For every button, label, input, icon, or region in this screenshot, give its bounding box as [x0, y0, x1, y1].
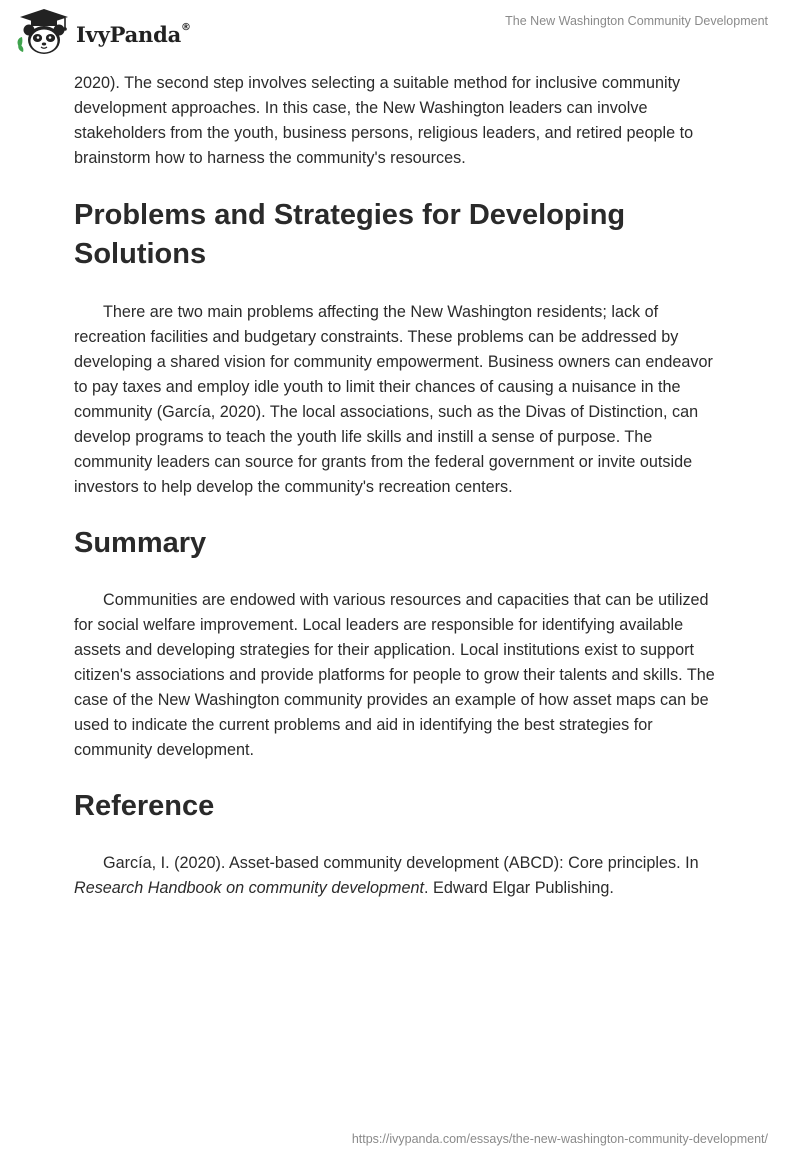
document-title: The New Washington Community Development	[505, 14, 768, 28]
citation-title: Research Handbook on community development	[74, 879, 425, 897]
intro-paragraph: 2020). The second step involves selecting a suitable method for inclusive community development approaches. In this case, the New Washington leaders can involve stakeholders from the youth, business persons, religious leaders, and retired people to brainstorm how to harness the community's resources.	[74, 74, 694, 167]
summary-paragraph: Communities are endowed with various resources and capacities that can be utilized for social welfare improvement. Local leaders are responsible for identifying available assets and developing strategies for their application. Local institutions exist to support citizen's associations and provide platforms for people to grow their talents and skills. The case of the New Washington community provides an example of how asset maps can be used to indicate the current problems and aid in identifying the best strategies for community development.	[74, 591, 715, 759]
problems-heading: Problems and Strategies for Developing Solutions	[74, 199, 626, 270]
panda-mascot-icon	[14, 8, 72, 56]
reference-heading: Reference	[74, 790, 215, 822]
reference-citation	[74, 851, 729, 901]
page-header	[0, 0, 800, 62]
citation-start: García, I. (2020). Asset-based community development (ABCD): Core principles. In	[103, 854, 699, 872]
summary-heading: Summary	[74, 527, 207, 559]
essay-content	[74, 71, 729, 901]
ivypanda-logo[interactable]	[14, 8, 191, 56]
brand-name: IvyPanda®	[76, 21, 191, 47]
source-url[interactable]: https://ivypanda.com/essays/the-new-washington-community-development/	[351, 1132, 768, 1146]
problems-paragraph: There are two main problems affecting the New Washington residents; lack of recreation facilities and budgetary constraints. These problems can be addressed by developing a shared vision for community empowerment. Business owners can endeavor to pay taxes and employ idle youth to limit their chances of causing a nuisance in the community (García, 2020). The local associations, such as the Divas of Distinction, can develop programs to teach the youth life skills and instill a sense of purpose. The community leaders can source for grants from the federal government or invite outside investors to help develop the community's recreation centers.	[74, 303, 713, 496]
citation-end: . Edward Elgar Publishing.	[424, 879, 614, 897]
